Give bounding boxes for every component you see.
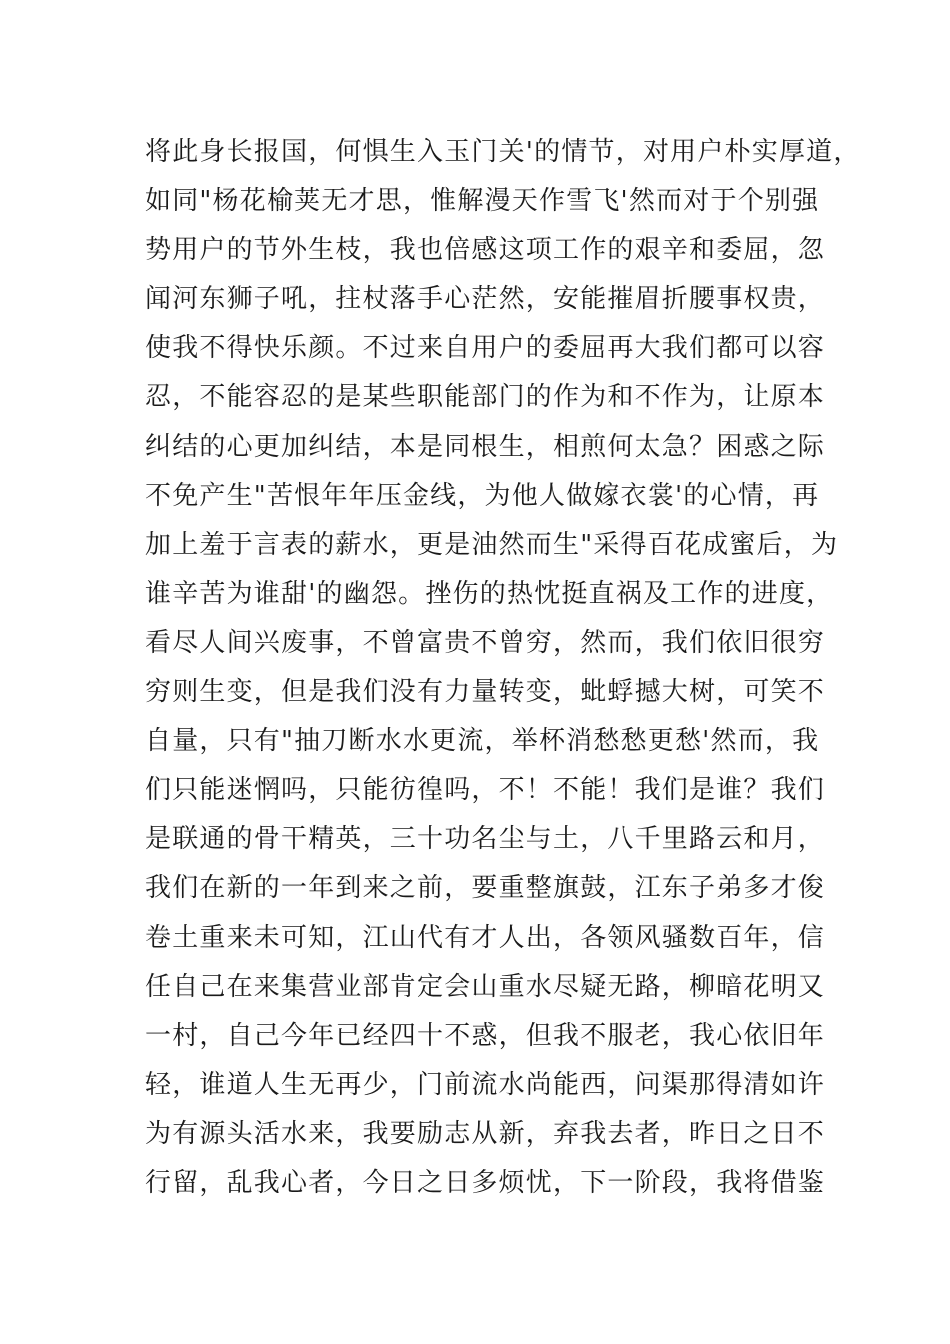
text-line: 们只能迷惘吗，只能彷徨吗，不！不能！我们是谁？我们 bbox=[145, 775, 826, 806]
text-line: 是联通的骨干精英，三十功名尘与土，八千里路云和月， bbox=[145, 824, 826, 855]
text-line: 如同"杨花榆荚无才思，惟解漫天作雪飞'然而对于个别强 bbox=[145, 186, 820, 217]
text-line: 看尽人间兴废事，不曾富贵不曾穷，然而，我们依旧很穷 bbox=[145, 627, 826, 658]
text-line: 为有源头活水来，我要励志从新，弃我去者，昨日之日不 bbox=[145, 1118, 826, 1149]
text-line: 轻，谁道人生无再少，门前流水尚能西，问渠那得清如许 bbox=[145, 1069, 826, 1100]
text-line: 自量，只有"抽刀断水水更流，举杯消愁愁更愁'然而，我 bbox=[145, 726, 820, 757]
text-line: 使我不得快乐颜。不过来自用户的委屈再大我们都可以容 bbox=[145, 333, 826, 364]
text-line: 将此身长报国，何惧生入玉门关'的情节，对用户朴实厚道， bbox=[145, 137, 861, 167]
text-line: 忍，不能容忍的是某些职能部门的作为和不作为，让原本 bbox=[145, 382, 826, 413]
text-line: 谁辛苦为谁甜'的幽怨。挫伤的热忱挺直祸及工作的进度， bbox=[145, 578, 834, 609]
body-text bbox=[145, 128, 861, 1208]
text-line: 闻河东狮子吼，拄杖落手心茫然，安能摧眉折腰事权贵， bbox=[145, 284, 826, 315]
text-line: 势用户的节外生枝，我也倍感这项工作的艰辛和委屈，忽 bbox=[145, 235, 826, 266]
text-line: 加上羞于言表的薪水，更是油然而生"采得百花成蜜后，为 bbox=[145, 529, 839, 560]
text-line: 我们在新的一年到来之前，要重整旗鼓，江东子弟多才俊 bbox=[145, 873, 826, 904]
text-line: 卷土重来未可知，江山代有才人出，各领风骚数百年，信 bbox=[145, 922, 826, 953]
text-line: 一村，自己今年已经四十不惑，但我不服老，我心依旧年 bbox=[145, 1020, 826, 1051]
text-line: 不免产生"苦恨年年压金线，为他人做嫁衣裳'的心情，再 bbox=[145, 480, 820, 511]
text-line: 行留，乱我心者，今日之日多烦忧，下一阶段，我将借鉴 bbox=[145, 1167, 826, 1198]
text-line: 纠结的心更加纠结，本是同根生，相煎何太急？困惑之际 bbox=[145, 431, 826, 462]
text-line: 穷则生变，但是我们没有力量转变，蚍蜉撼大树，可笑不 bbox=[145, 677, 826, 708]
text-line: 任自己在来集营业部肯定会山重水尽疑无路，柳暗花明又 bbox=[145, 971, 826, 1002]
